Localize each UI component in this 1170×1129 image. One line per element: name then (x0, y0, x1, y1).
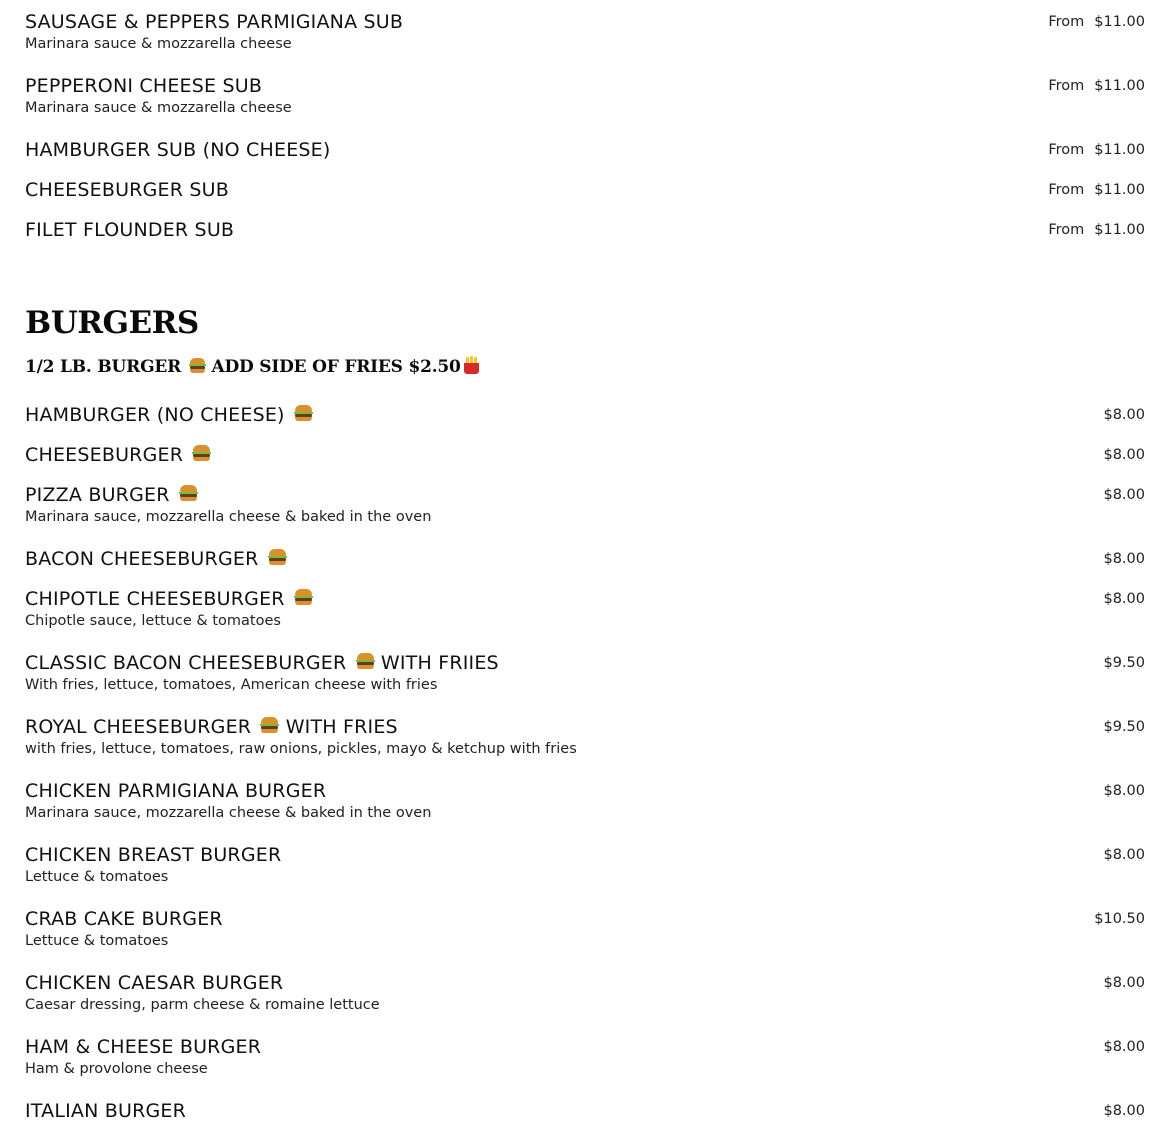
item-name-suffix: WITH FRIIES (380, 652, 499, 674)
item-name-line (25, 588, 1145, 610)
subtitle-burger-text: 1/2 LB. BURGER (25, 357, 182, 377)
burger-icon (189, 358, 206, 373)
item-description: With fries, lettuce, tomatoes, American cheese with fries (25, 677, 438, 693)
item-name: SAUSAGE & PEPPERS PARMIGIANA SUB (25, 11, 404, 33)
menu-item[interactable] (25, 219, 1145, 241)
item-name: CLASSIC BACON CHEESEBURGER (25, 652, 347, 674)
fries-icon (463, 356, 480, 374)
burger-icon (179, 485, 198, 502)
price-prefix: From (1048, 182, 1085, 198)
menu-item[interactable] (25, 179, 1145, 201)
item-description: Marinara sauce & mozzarella cheese (25, 36, 292, 52)
menu-item[interactable] (25, 908, 1145, 950)
item-price: $11.00 (1094, 14, 1145, 30)
item-price-group (1048, 141, 1145, 159)
subtitle-fries-text: ADD SIDE OF FRIES $2.50 (211, 357, 461, 377)
item-description: Marinara sauce, mozzarella cheese & baked in the oven (25, 509, 432, 525)
item-name: CHEESEBURGER (25, 444, 184, 466)
item-name-line (25, 484, 1145, 506)
item-price: $8.00 (1103, 975, 1145, 991)
item-name: CRAB CAKE BURGER (25, 908, 223, 930)
burger-icon (192, 445, 211, 462)
section-subtitle (25, 356, 480, 378)
item-price-group (1048, 13, 1145, 31)
item-price: $8.00 (1103, 551, 1145, 567)
item-price: $10.50 (1094, 911, 1145, 927)
item-name: CHICKEN PARMIGIANA BURGER (25, 780, 327, 802)
item-description: Lettuce & tomatoes (25, 869, 169, 885)
menu-item[interactable] (25, 588, 1145, 630)
menu-item[interactable] (25, 844, 1145, 886)
item-name: CHICKEN BREAST BURGER (25, 844, 282, 866)
item-description: Marinara sauce & mozzarella cheese (25, 100, 292, 116)
item-name: HAMBURGER SUB (NO CHEESE) (25, 139, 331, 161)
item-price: $8.00 (1103, 407, 1145, 423)
item-description: Chipotle sauce, lettuce & tomatoes (25, 613, 281, 629)
menu-item[interactable] (25, 404, 1145, 426)
item-price: $8.00 (1103, 783, 1145, 799)
menu-item[interactable] (25, 484, 1145, 526)
item-name: PEPPERONI CHEESE SUB (25, 75, 263, 97)
item-name: BACON CHEESEBURGER (25, 548, 259, 570)
item-name-suffix: WITH FRIES (285, 716, 398, 738)
item-price: $11.00 (1094, 78, 1145, 94)
item-name-line (25, 548, 1145, 570)
item-name-line (25, 652, 1145, 674)
item-price: $8.00 (1103, 1039, 1145, 1055)
item-price: $11.00 (1094, 182, 1145, 198)
menu-item[interactable] (25, 652, 1145, 694)
item-price: $8.00 (1103, 487, 1145, 503)
item-name: PIZZA BURGER (25, 484, 170, 506)
item-price: $11.00 (1094, 142, 1145, 158)
item-name-line (25, 444, 1145, 466)
item-name: CHIPOTLE CHEESEBURGER (25, 588, 285, 610)
menu-item[interactable] (25, 972, 1145, 1014)
item-name: FILET FLOUNDER SUB (25, 219, 235, 241)
item-name: ITALIAN BURGER (25, 1100, 187, 1122)
price-prefix: From (1048, 142, 1085, 158)
item-name: HAMBURGER (NO CHEESE) (25, 404, 285, 426)
item-price: $9.50 (1103, 655, 1145, 671)
item-name-line (25, 404, 1145, 426)
burger-icon (294, 405, 313, 422)
menu-item[interactable] (25, 11, 1145, 53)
section-title: BURGERS (25, 305, 199, 341)
price-prefix: From (1048, 14, 1085, 30)
item-price: $9.50 (1103, 719, 1145, 735)
item-price: $11.00 (1094, 222, 1145, 238)
burger-icon (356, 653, 375, 670)
item-name-line (25, 716, 1145, 738)
menu-item[interactable] (25, 780, 1145, 822)
item-description: with fries, lettuce, tomatoes, raw onions, pickles, mayo & ketchup with fries (25, 741, 577, 757)
item-description: Marinara sauce, mozzarella cheese & baked in the oven (25, 805, 432, 821)
item-name: CHICKEN CAESAR BURGER (25, 972, 284, 994)
item-price: $8.00 (1103, 447, 1145, 463)
item-name: HAM & CHEESE BURGER (25, 1036, 262, 1058)
menu-item[interactable] (25, 1100, 1145, 1122)
item-price: $8.00 (1103, 1103, 1145, 1119)
price-prefix: From (1048, 78, 1085, 94)
item-description: Caesar dressing, parm cheese & romaine lettuce (25, 997, 380, 1013)
item-price-group (1048, 181, 1145, 199)
menu-item[interactable] (25, 139, 1145, 161)
item-description: Lettuce & tomatoes (25, 933, 169, 949)
item-name: CHEESEBURGER SUB (25, 179, 229, 201)
item-price: $8.00 (1103, 847, 1145, 863)
burger-icon (268, 549, 287, 566)
item-name: ROYAL CHEESEBURGER (25, 716, 252, 738)
menu-item[interactable] (25, 444, 1145, 466)
menu-item[interactable] (25, 75, 1145, 117)
item-description: Ham & provolone cheese (25, 1061, 208, 1077)
burger-icon (260, 717, 279, 734)
item-price-group (1048, 221, 1145, 239)
menu-item[interactable] (25, 716, 1145, 758)
menu-item[interactable] (25, 1036, 1145, 1078)
item-price-group (1048, 77, 1145, 95)
menu-item[interactable] (25, 548, 1145, 570)
price-prefix: From (1048, 222, 1085, 238)
burger-icon (294, 589, 313, 606)
item-price: $8.00 (1103, 591, 1145, 607)
